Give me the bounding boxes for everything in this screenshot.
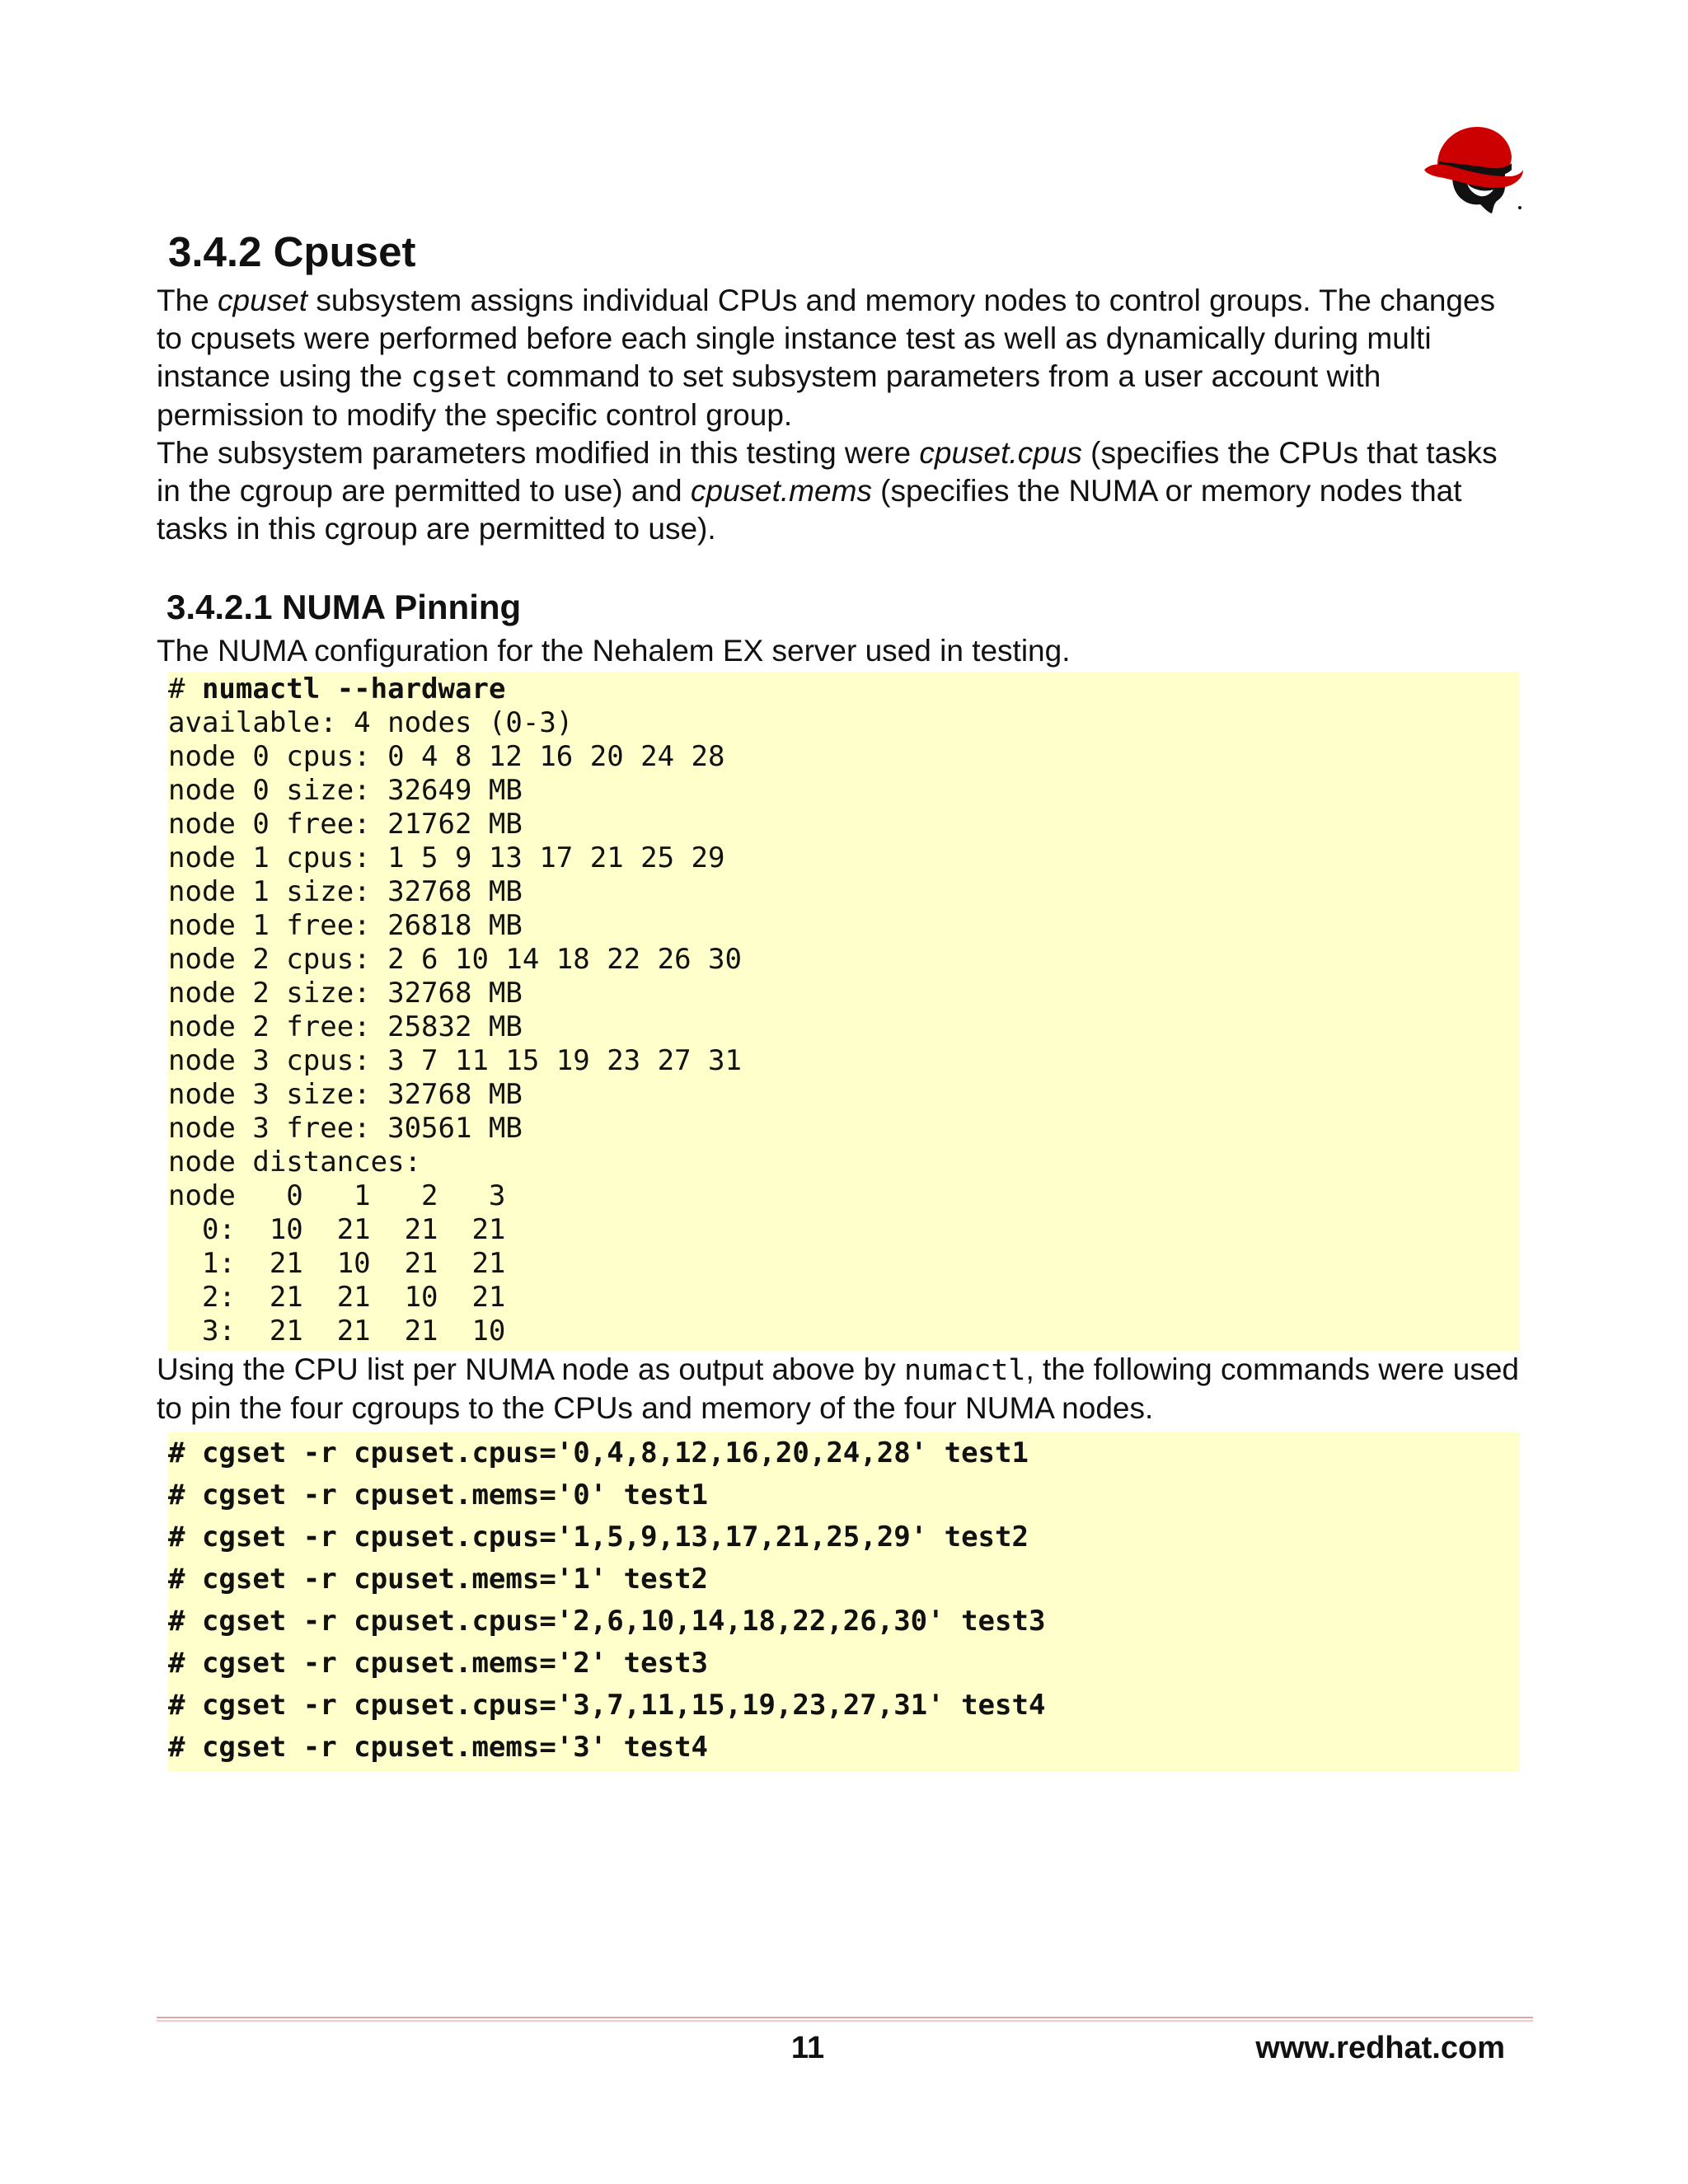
hardware-command: numactl --hardware <box>201 673 506 705</box>
code-line: node 1 cpus: 1 5 9 13 17 21 25 29 <box>168 841 725 874</box>
cpuset-cpus-term: cpuset.cpus <box>919 436 1082 470</box>
code-line: # cgset -r cpuset.cpus='1,5,9,13,17,21,25,29' test2 <box>168 1521 1029 1554</box>
code-line: node 1 free: 26818 MB <box>168 909 523 942</box>
code-line: # cgset -r cpuset.mems='3' test4 <box>168 1731 709 1764</box>
page-number: 11 <box>790 2031 825 2065</box>
pinning-description-paragraph: Using the CPU list per NUMA node as output above by numactl, the following commands were used to pin the four cgroups to the CPUs and memory of the four NUMA nodes. <box>157 1352 1519 1425</box>
code-line: node 0 size: 32649 MB <box>168 774 523 807</box>
code-line: node 3 free: 30561 MB <box>168 1112 523 1145</box>
code-line: 2: 21 21 10 21 <box>168 1281 506 1314</box>
code-line: node distances: <box>168 1146 422 1179</box>
code-line: available: 4 nodes (0-3) <box>168 706 574 739</box>
code-line: node 2 size: 32768 MB <box>168 977 523 1010</box>
numactl-inline-code: numactl <box>903 1354 1026 1387</box>
code-line: # cgset -r cpuset.cpus='2,6,10,14,18,22,26,30' test3 <box>168 1605 1046 1638</box>
section-title: 3.4.2 Cpuset <box>168 228 416 275</box>
cpuset-description-paragraph: The cpuset subsystem assigns individual CPUs and memory nodes to control groups. The changes to cpusets were performed before each single instance test as well as dynamically during multi instance using the cgset command to set subsystem parameters from a user account with permission to modify the specific control group. <box>157 284 1496 432</box>
cpuset-mems-term: cpuset.mems <box>690 474 872 508</box>
code-line: # cgset -r cpuset.cpus='0,4,8,12,16,20,24,28' test1 <box>168 1436 1029 1469</box>
code-line: node 0 cpus: 0 4 8 12 16 20 24 28 <box>168 740 725 773</box>
code-line: 1: 21 10 21 21 <box>168 1247 506 1280</box>
code-line: # cgset -r cpuset.cpus='3,7,11,15,19,23,27,31' test4 <box>168 1689 1046 1722</box>
cgset-commands-block <box>168 1432 1520 1772</box>
code-line: node 3 cpus: 3 7 11 15 19 23 27 31 <box>168 1044 742 1077</box>
footer-url: www.redhat.com <box>1255 2031 1505 2065</box>
code-line: node 2 free: 25832 MB <box>168 1010 523 1043</box>
cgset-inline-code: cgset <box>410 361 498 394</box>
code-line: # cgset -r cpuset.mems='1' test2 <box>168 1563 709 1596</box>
code-line: # cgset -r cpuset.mems='0' test1 <box>168 1479 709 1511</box>
code-line: node 0 free: 21762 MB <box>168 808 523 841</box>
code-line: node 2 cpus: 2 6 10 14 18 22 26 30 <box>168 943 742 976</box>
redhat-logo <box>1419 122 1525 214</box>
footer-divider <box>157 2017 1533 2022</box>
parameters-paragraph: The subsystem parameters modified in this testing were cpuset.cpus (specifies the CPUs that tasks in the cgroup are permitted to use) and cpuset.mems (specifies the NUMA or memory nodes that tasks in this cgroup are permitted to use). <box>157 436 1498 546</box>
cpuset-term: cpuset <box>218 284 308 317</box>
code-line: node 3 size: 32768 MB <box>168 1078 523 1111</box>
hardware-command-line: # numactl --hardware <box>168 673 506 705</box>
page-content <box>157 223 1525 1772</box>
code-line: 3: 21 21 21 10 <box>168 1315 506 1347</box>
code-line: node 0 1 2 3 <box>168 1179 506 1212</box>
code-line: # cgset -r cpuset.mems='2' test3 <box>168 1647 709 1680</box>
code-line: node 1 size: 32768 MB <box>168 875 523 908</box>
code-line: 0: 10 21 21 21 <box>168 1213 506 1246</box>
numactl-hardware-output-block <box>168 672 1520 1351</box>
subsection-title: 3.4.2.1 NUMA Pinning <box>166 588 522 626</box>
numa-intro-text: The NUMA configuration for the Nehalem EX server used in testing. <box>157 634 1071 668</box>
